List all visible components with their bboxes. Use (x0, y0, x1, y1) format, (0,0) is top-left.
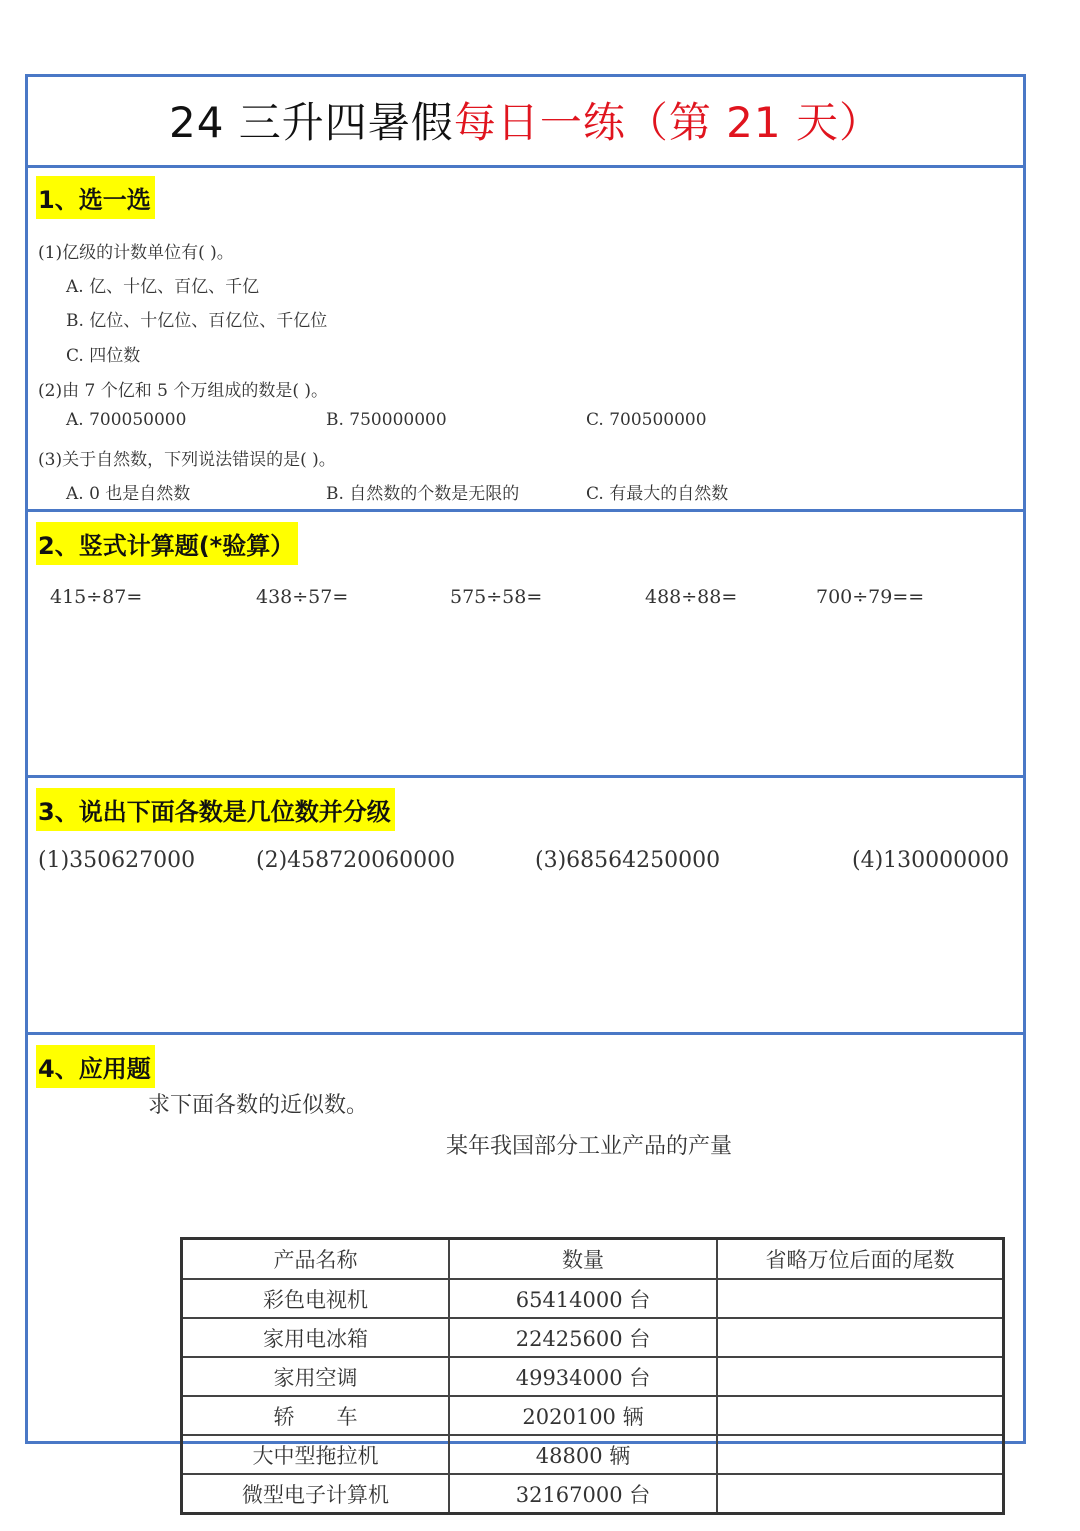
question-2-option-a: A. 700050000 (66, 410, 187, 430)
calc-item: 438÷57= (256, 586, 349, 608)
section-1 (28, 168, 1023, 512)
section-1-heading: 1、选一选 (36, 176, 155, 219)
question-3-option-c: C. 有最大的自然数 (586, 484, 729, 504)
table-row (182, 1279, 1004, 1318)
section-2-heading: 2、竖式计算题(*验算） (36, 522, 298, 565)
section-3-heading: 3、说出下面各数是几位数并分级 (36, 788, 395, 831)
number-item: (2)458720060000 (256, 848, 456, 873)
question-1-option-c: C. 四位数 (66, 346, 141, 366)
product-quantity: 49934000 台 (449, 1357, 717, 1396)
product-quantity: 48800 辆 (449, 1435, 717, 1474)
number-item: (4)130000000 (852, 848, 1010, 873)
table-header-row (182, 1239, 1004, 1280)
calc-item: 575÷58= (450, 586, 543, 608)
product-quantity: 32167000 台 (449, 1474, 717, 1514)
question-1-option-b: B. 亿位、十亿位、百亿位、千亿位 (66, 311, 328, 331)
title-highlight: 每日一练（第 21 天） (453, 98, 882, 147)
calc-item: 415÷87= (50, 586, 143, 608)
production-table (180, 1237, 1005, 1515)
question-2-option-c: C. 700500000 (586, 410, 707, 430)
question-3-option-a: A. 0 也是自然数 (66, 484, 191, 504)
calc-item: 488÷88= (645, 586, 738, 608)
product-name: 彩色电视机 (182, 1279, 450, 1318)
product-name: 微型电子计算机 (182, 1474, 450, 1514)
answer-cell[interactable] (717, 1318, 1004, 1357)
product-quantity: 65414000 台 (449, 1279, 717, 1318)
table-row (182, 1357, 1004, 1396)
question-2-option-b: B. 750000000 (326, 410, 447, 430)
instruction-text: 求下面各数的近似数。 (148, 1093, 369, 1118)
table-row (182, 1396, 1004, 1435)
product-name: 大中型拖拉机 (182, 1435, 450, 1474)
worksheet (25, 74, 1026, 1507)
table-row (182, 1435, 1004, 1474)
calc-item: 700÷79== (816, 586, 925, 608)
number-item: (1)350627000 (38, 848, 196, 873)
product-name: 家用空调 (182, 1357, 450, 1396)
column-header: 产品名称 (182, 1239, 450, 1280)
answer-cell[interactable] (717, 1435, 1004, 1474)
section-2 (28, 512, 1023, 778)
number-item: (3)68564250000 (535, 848, 721, 873)
column-header: 数量 (449, 1239, 717, 1280)
question-3-option-b: B. 自然数的个数是无限的 (326, 484, 520, 504)
title-prefix: 24 三升四暑假 (169, 98, 454, 147)
table-row (182, 1318, 1004, 1357)
question-2-stem: (2)由 7 个亿和 5 个万组成的数是( )。 (38, 381, 328, 401)
title-row (28, 77, 1023, 168)
column-header: 省略万位后面的尾数 (717, 1239, 1004, 1280)
answer-cell[interactable] (717, 1474, 1004, 1514)
question-3-stem: (3)关于自然数，下列说法错误的是( )。 (38, 450, 336, 470)
table-row (182, 1474, 1004, 1514)
page-title (28, 77, 1023, 168)
answer-cell[interactable] (717, 1357, 1004, 1396)
question-1-option-a: A. 亿、十亿、百亿、千亿 (66, 277, 260, 297)
section-4-heading: 4、应用题 (36, 1045, 155, 1088)
section-3 (28, 778, 1023, 1035)
product-name: 家用电冰箱 (182, 1318, 450, 1357)
table-title: 某年我国部分工业产品的产量 (446, 1134, 733, 1159)
answer-cell[interactable] (717, 1279, 1004, 1318)
answer-cell[interactable] (717, 1396, 1004, 1435)
product-name: 轿 车 (182, 1396, 450, 1435)
product-quantity: 2020100 辆 (449, 1396, 717, 1435)
question-1-stem: (1)亿级的计数单位有( )。 (38, 243, 234, 263)
product-quantity: 22425600 台 (449, 1318, 717, 1357)
